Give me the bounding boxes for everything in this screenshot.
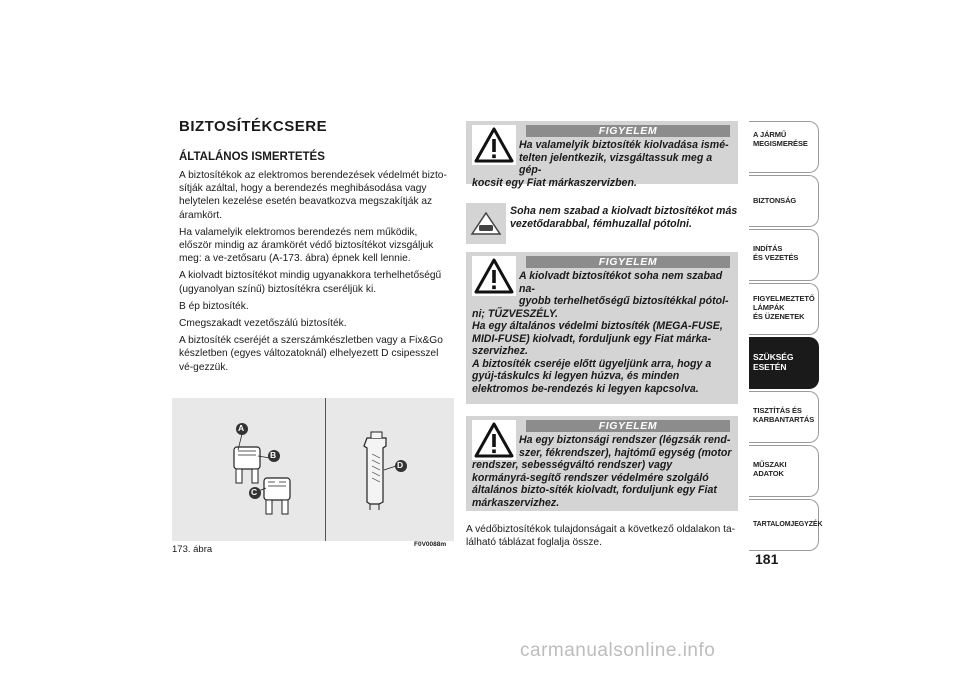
warning-line: ni; TŰZVESZÉLY. [472, 307, 558, 320]
warning-title: FIGYELEM [526, 420, 730, 432]
body-text-left [179, 169, 451, 378]
intact-fuse-drawing [234, 447, 260, 483]
fuse-illustration [172, 398, 454, 541]
warning-line: kocsit egy Fiat márkaszervizben. [472, 176, 637, 189]
warning-line: A kiolvadt biztosítékot soha nem szabad na- [519, 270, 723, 295]
warning-box [466, 121, 738, 189]
figure-divider [325, 398, 326, 541]
figure-caption: 173. ábra [172, 544, 213, 555]
environment-note [466, 203, 738, 244]
warning-line: gyobb terhelhetőségű biztosítékkal pótol- [519, 295, 729, 307]
warning-line: Ha egy biztonsági rendszer (légzsák rend- [519, 434, 731, 446]
label-d: D [397, 460, 404, 470]
warning-title: FIGYELEM [526, 256, 730, 268]
warning-text [472, 270, 732, 395]
tab-muszaki-adatok[interactable]: MŰSZAKI ADATOK [749, 445, 819, 497]
warning-text [472, 434, 732, 509]
warning-line: szer, fékrendszer), hajtómű egység (motor [519, 446, 732, 459]
warning-line: rendszer, sebességváltó rendszer) vagy kormányrá-segítő rendszer védelmére szolgáló általános bizto-síték kiolvadt, forduljunk egy Fiat márkaszervizhez. [472, 459, 717, 509]
tab-tisztitas-karbantartas[interactable]: TISZTÍTÁS ÉS KARBANTARTÁS [749, 391, 819, 443]
page-title: BIZTOSÍTÉKCSERE [179, 118, 328, 135]
watermark: carmanualsonline.info [520, 640, 716, 661]
blown-fuse-drawing [264, 478, 290, 514]
paragraph: Ha valamelyik elektromos berendezés nem működik, először mindig az áramkörét védő biztosítékot vizsgáljuk meg: a ve-zetősaru (A-173. ábra) épnek kell lennie. [179, 226, 434, 265]
warning-line: telten jelentkezik, vizsgáltassuk meg a gép- [519, 151, 713, 176]
tab-inditas-es-vezetes[interactable]: INDÍTÁS ÉS VEZETÉS [749, 229, 819, 281]
label-b: B [270, 450, 277, 460]
fuse-puller-drawing [364, 432, 386, 510]
note-text: Soha nem szabad a kiolvadt biztosítékot más vezetődarabbal, fémhuzallal pótolni. [510, 205, 738, 230]
paragraph: A biztosítékok az elektromos berendezések védelmét bizto-sítják azáltal, hogy a berendezés meghibásodása vagy helytelen kezelése esetén beavatkozva megszakítják az áramkört. [179, 170, 447, 221]
label-a: A [238, 423, 245, 433]
body-text-right: A védőbiztosítékok tulajdonságait a következő oldalakon ta-lálható táblázat foglalja össze. [466, 524, 736, 549]
paragraph: A biztosíték cseréjét a szerszámkészletben vagy a Fix&Go készletben (egyes változatoknál) elhelyezett D csipesszel vé-gezzük. [179, 335, 443, 373]
tab-tartalomjegyzek[interactable]: TARTALOMJEGYZÉK [749, 499, 819, 551]
page-number: 181 [755, 551, 779, 567]
warning-text [472, 139, 732, 189]
section-subtitle: ÁLTALÁNOS ISMERTETÉS [179, 151, 325, 163]
paragraph: Cmegszakadt vezetőszálú biztosíték. [179, 318, 347, 330]
tab-figyelmezteto-lampak[interactable]: FIGYELMEZTETŐ LÁMPÁK ÉS ÜZENETEK [749, 283, 819, 335]
fuse-figure [172, 398, 454, 541]
tab-biztonsag[interactable]: BIZTONSÁG [749, 175, 819, 227]
environment-icon [466, 203, 506, 244]
label-c: C [251, 487, 258, 497]
tab-szukseg-eseten[interactable]: SZÜKSÉG ESETÉN [749, 337, 819, 389]
warning-box [466, 252, 738, 404]
chapter-tabs [749, 121, 823, 553]
tab-jarmu-megismerese[interactable]: A JÁRMŰ MEGISMERÉSE [749, 121, 819, 173]
warning-line: Ha valamelyik biztosíték kiolvadása ismé- [519, 139, 729, 151]
warning-box [466, 416, 738, 511]
warning-line: Ha egy általános védelmi biztosíték (MEGA-FUSE, MIDI-FUSE) kiolvadt, forduljunk egy Fiat márka-szervizhez. [472, 320, 723, 357]
figure-code: F0V0088m [414, 541, 447, 548]
warning-title: FIGYELEM [526, 125, 730, 137]
warning-line: A biztosíték cseréje előtt ügyeljünk arra, hogy a gyúj-táskulcs ki legyen húzva, és minden elektromos be-rendezés ki legyen kapcsolva. [472, 357, 712, 395]
paragraph: A kiolvadt biztosítékot mindig ugyanakkora terhelhetőségű (ugyanolyan színű) biztosítékra cseréljük ki. [179, 270, 442, 295]
paragraph: B ép biztosíték. [179, 300, 249, 312]
